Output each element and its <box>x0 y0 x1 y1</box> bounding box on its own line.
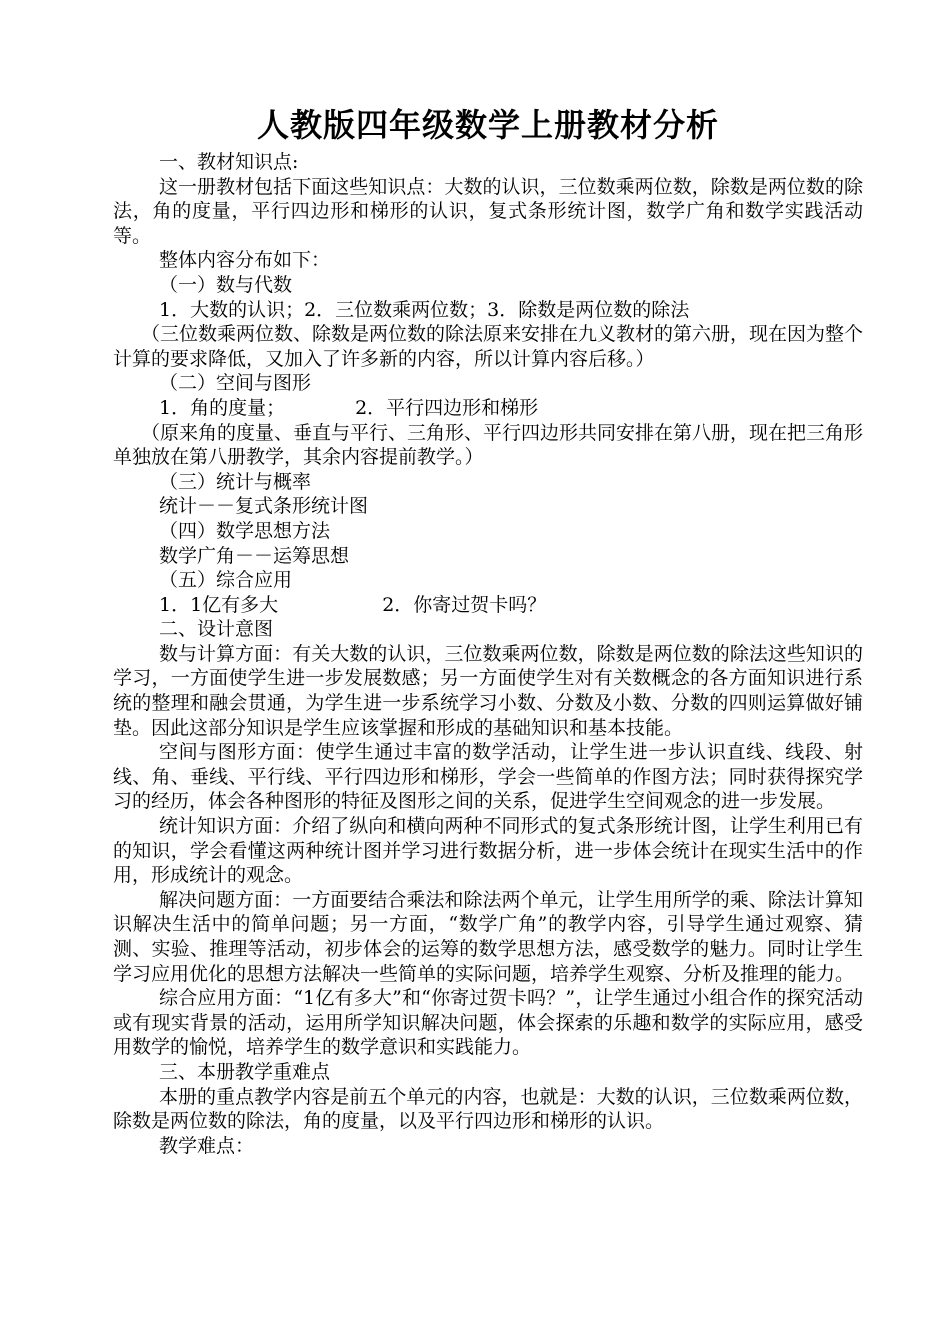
list-space-shape <box>113 396 863 421</box>
list-item-greeting-card: 2．你寄过贺卡吗？ <box>382 593 547 616</box>
note-space-shape: （原来角的度量、垂直与平行、三角形、平行四边形共同安排在第八册，现在把三角形单独放在第八册教学，其余内容提前教学。） <box>113 421 864 469</box>
heading-knowledge-points: 一、教材知识点: <box>159 151 299 173</box>
document-title: 人教版四年级数学上册教材分析 <box>256 106 719 144</box>
paragraph-knowledge-list: 这一册教材包括下面这些知识点：大数的认识，三位数乘两位数，除数是两位数的除法，角的度量，平行四边形和梯形的认识，复式条形统计图，数学广角和数学实践活动等。 <box>113 175 863 247</box>
subheading-comprehensive: （五）综合应用 <box>159 569 293 592</box>
paragraph-number-calculation: 数与计算方面：有关大数的认识，三位数乘两位数，除数是两位数的除法这些知识的学习，一方面使学生进一步发展数感；另一方面使学生对有关数概念的各方面知识进行系统的整理和融会贯通，为学生进一步系统学习小数、分数及小数、分数的四则运算做好铺垫。因此这部分知识是学生应该掌握和形成的基础知识和基本技能。 <box>113 642 863 739</box>
subheading-math-thinking: （四）数学思想方法 <box>159 519 331 542</box>
subheading-difficult-points: 教学难点： <box>159 1134 255 1157</box>
paragraph-key-points: 本册的重点教学内容是前五个单元的内容，也就是：大数的认识，三位数乘两位数，除数是两位数的除法，角的度量，以及平行四边形和梯形的认识。 <box>113 1085 863 1133</box>
heading-key-difficult-points: 三、本册教学重难点 <box>159 1060 331 1083</box>
paragraph-comprehensive: 综合应用方面：“1亿有多大”和“你寄过贺卡吗？”，让学生通过小组合作的探究活动或有现实背景的活动，运用所学知识解决问题，体会探索的乐趣和数学的实际应用，感受用数学的愉悦，培养学生的数学意识和实践能力。 <box>113 987 863 1059</box>
note-number-algebra: （三位数乘两位数、除数是两位数的除法原来安排在九义教材的第六册，现在因为整个计算的要求降低，又加入了许多新的内容，所以计算内容后移。） <box>113 323 864 370</box>
paragraph-statistics: 统计知识方面：介绍了纵向和横向两种不同形式的复式条形统计图，让学生利用已有的知识，学会看懂这两种统计图并学习进行数据分析，进一步体会统计在现实生活中的作用，形成统计的观念。 <box>113 815 863 887</box>
heading-design-intent: 二、设计意图 <box>159 618 274 641</box>
list-number-algebra: 1．大数的认识；2．三位数乘两位数；3．除数是两位数的除法 <box>159 298 690 321</box>
subheading-statistics: （三）统计与概率 <box>159 470 312 493</box>
list-item-one-hundred-million: 1．1亿有多大 <box>159 593 279 616</box>
list-item-angle: 1．角的度量； <box>159 396 286 419</box>
document-page <box>113 100 863 1158</box>
paragraph-problem-solving: 解决问题方面：一方面要结合乘法和除法两个单元，让学生用所学的乘、除法计算知识解决生活中的简单问题；另一方面，“数学广角”的教学内容，引导学生通过观察、猜测、实验、推理等活动，初步体会的运筹的数学思想方法，感受数学的魅力。同时让学生学习应用优化的思想方法解决一些简单的实际问题，培养学生观察、分析及推理的能力。 <box>113 888 863 985</box>
list-comprehensive <box>113 593 863 618</box>
item-statistics: 统计－－复式条形统计图 <box>159 495 369 518</box>
list-item-parallelogram: 2．平行四边形和梯形 <box>355 396 539 419</box>
item-math-thinking: 数学广角－－运筹思想 <box>159 544 350 567</box>
subheading-space-shape: （二）空间与图形 <box>159 372 312 395</box>
paragraph-distribution-intro: 整体内容分布如下： <box>159 249 331 272</box>
paragraph-space-shape: 空间与图形方面：使学生通过丰富的数学活动，让学生进一步认识直线、线段、射线、角、垂线、平行线、平行四边形和梯形，学会一些简单的作图方法；同时获得探究学习的经历，体会各种图形的特征及图形之间的关系，促进学生空间观念的进一步发展。 <box>113 741 863 813</box>
subheading-number-algebra: （一）数与代数 <box>159 273 293 296</box>
